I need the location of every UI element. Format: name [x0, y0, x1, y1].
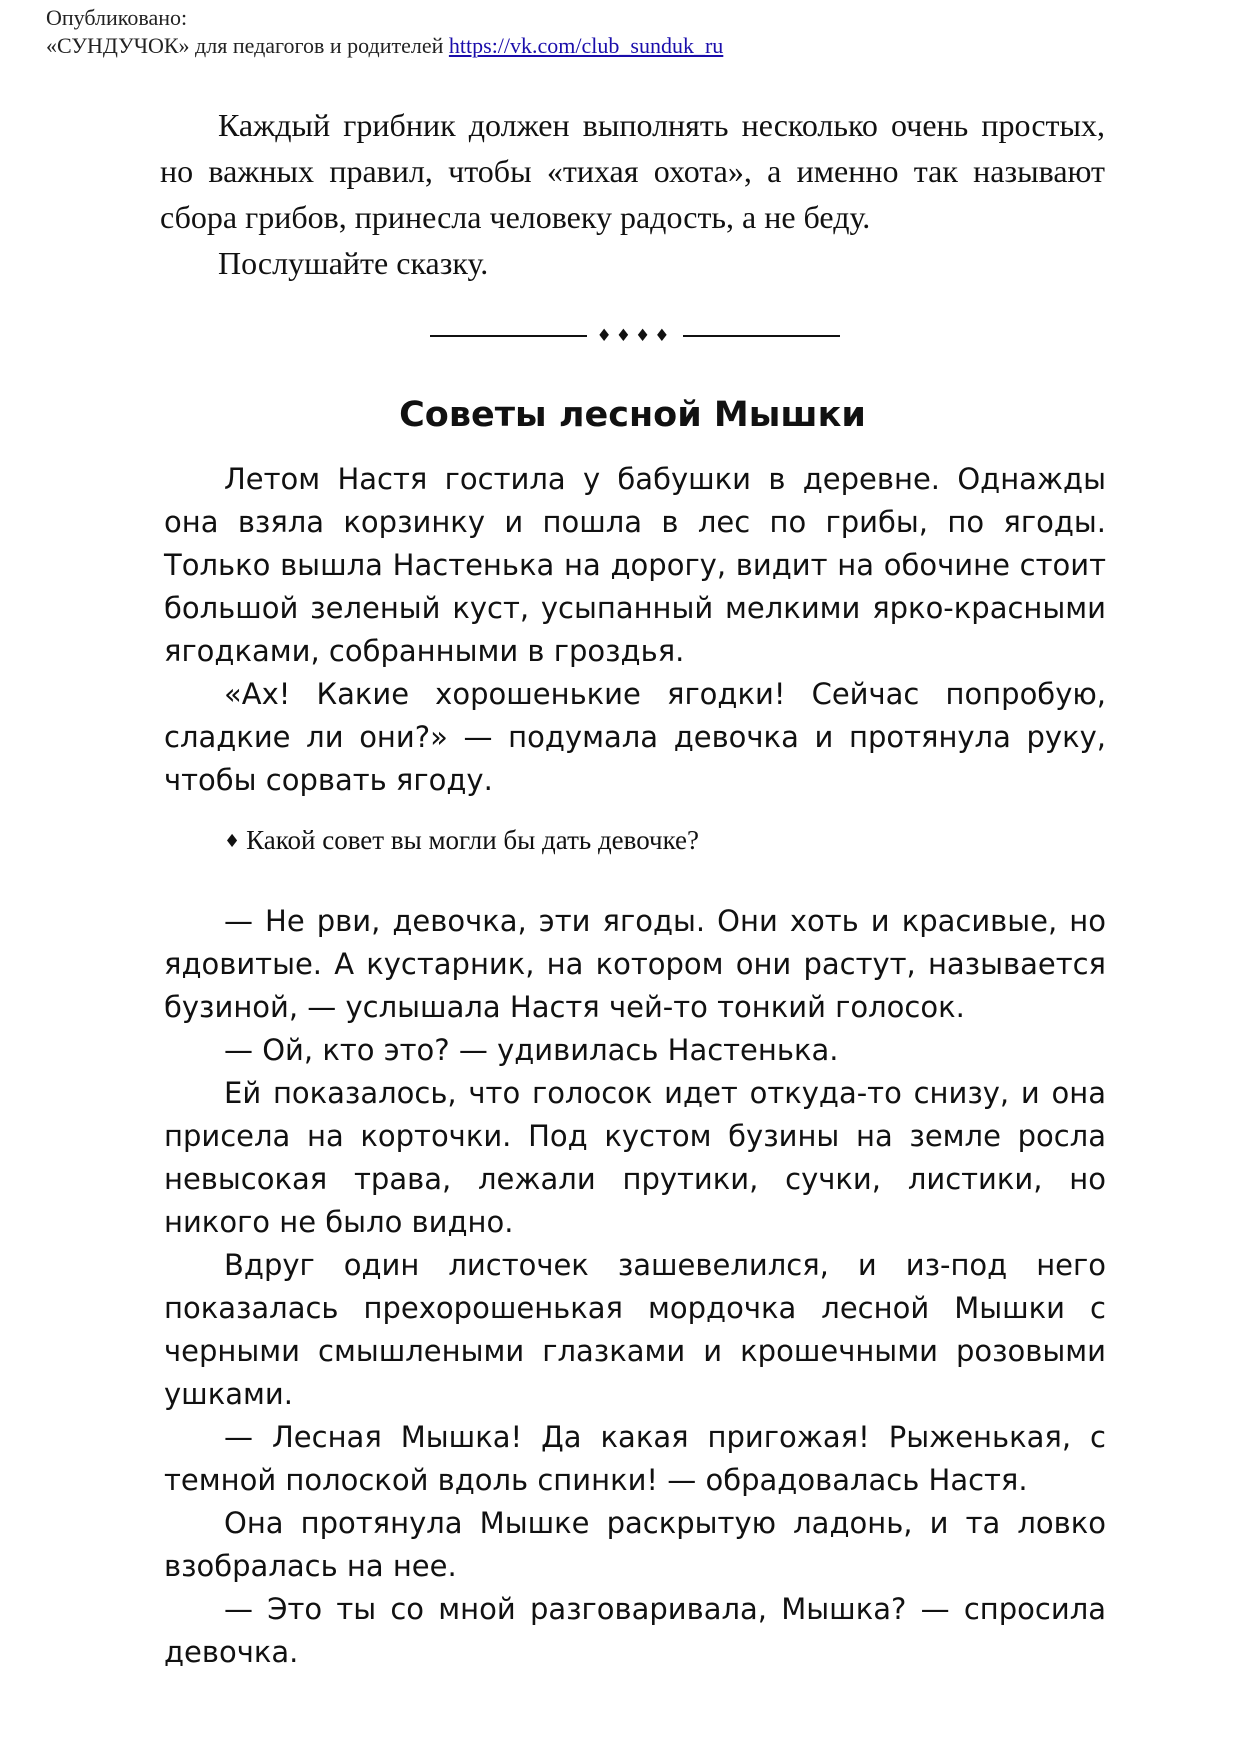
- story-paragraph: — Лесная Мышка! Да какая пригожая! Рыженькая, с темной полоской вдоль спинки! — обрадовалась Настя.: [164, 1420, 1106, 1497]
- story-paragraph: Она протянула Мышке раскрытую ладонь, и та ловко взобралась на нее.: [164, 1506, 1106, 1583]
- story-paragraph: Вдруг один листочек зашевелился, и из-под него показалась прехорошенькая мордочка лесной Мышки с черными смышлеными глазками и крошечными розовыми ушками.: [164, 1248, 1106, 1411]
- divider-line-left: [430, 335, 587, 337]
- publisher-line: [46, 32, 723, 60]
- section-divider: [430, 318, 840, 354]
- story-paragraph: — Это ты со мной разговаривала, Мышка? — спросила девочка.: [164, 1592, 1106, 1669]
- intro-text: [160, 102, 1105, 286]
- diamond-bullet-icon: ♦: [224, 831, 241, 852]
- story-paragraph: «Ах! Какие хорошенькие ягодки! Сейчас попробую, сладкие ли они?» — подумала девочка и протянула руку, чтобы сорвать ягоду.: [164, 677, 1106, 797]
- intro-paragraph: Послушайте сказку.: [218, 245, 489, 281]
- story-paragraph: — Не рви, девочка, эти ягоды. Они хоть и красивые, но ядовитые. А кустарник, на котором они растут, называется бузиной, — услышала Настя чей-то тонкий голосок.: [164, 904, 1106, 1024]
- story-paragraph: — Ой, кто это? — удивилась Настенька.: [224, 1033, 839, 1067]
- published-label: Опубликовано:: [46, 5, 188, 30]
- diamond-ornament-icon: ♦♦♦♦: [596, 325, 674, 346]
- story-title: Советы лесной Мышки: [399, 395, 866, 435]
- question-text: Какой совет вы могли бы дать девочке?: [246, 825, 700, 855]
- publication-header: [46, 4, 723, 60]
- story-paragraph: Летом Настя гостила у бабушки в деревне. Однажды она взяла корзинку и пошла в лес по грибы, по ягоды. Только вышла Настенька на дорогу, видит на обочине стоит большой зеленый куст, усыпанный мелкими ярко-красными ягодками, собранными в гроздья.: [164, 462, 1106, 668]
- publisher-name: «СУНДУЧОК» для педагогов и родителей: [46, 33, 444, 58]
- divider-line-right: [683, 335, 840, 337]
- story-paragraph: Ей показалось, что голосок идет откуда-то снизу, и она присела на корточки. Под кустом бузины на земле росла невысокая трава, лежали прутики, сучки, листики, но никого не было видно.: [164, 1076, 1106, 1239]
- story-text-part-2: [164, 900, 1106, 1674]
- publisher-link[interactable]: https://vk.com/club_sunduk_ru: [448, 33, 724, 58]
- intro-paragraph: Каждый грибник должен выполнять несколько очень простых, но важных правил, чтобы «тихая охота», а именно так называют сбора грибов, принесла человеку радость, а не беду.: [160, 107, 1105, 235]
- discussion-question: [224, 822, 699, 860]
- story-text-part-1: [164, 458, 1106, 802]
